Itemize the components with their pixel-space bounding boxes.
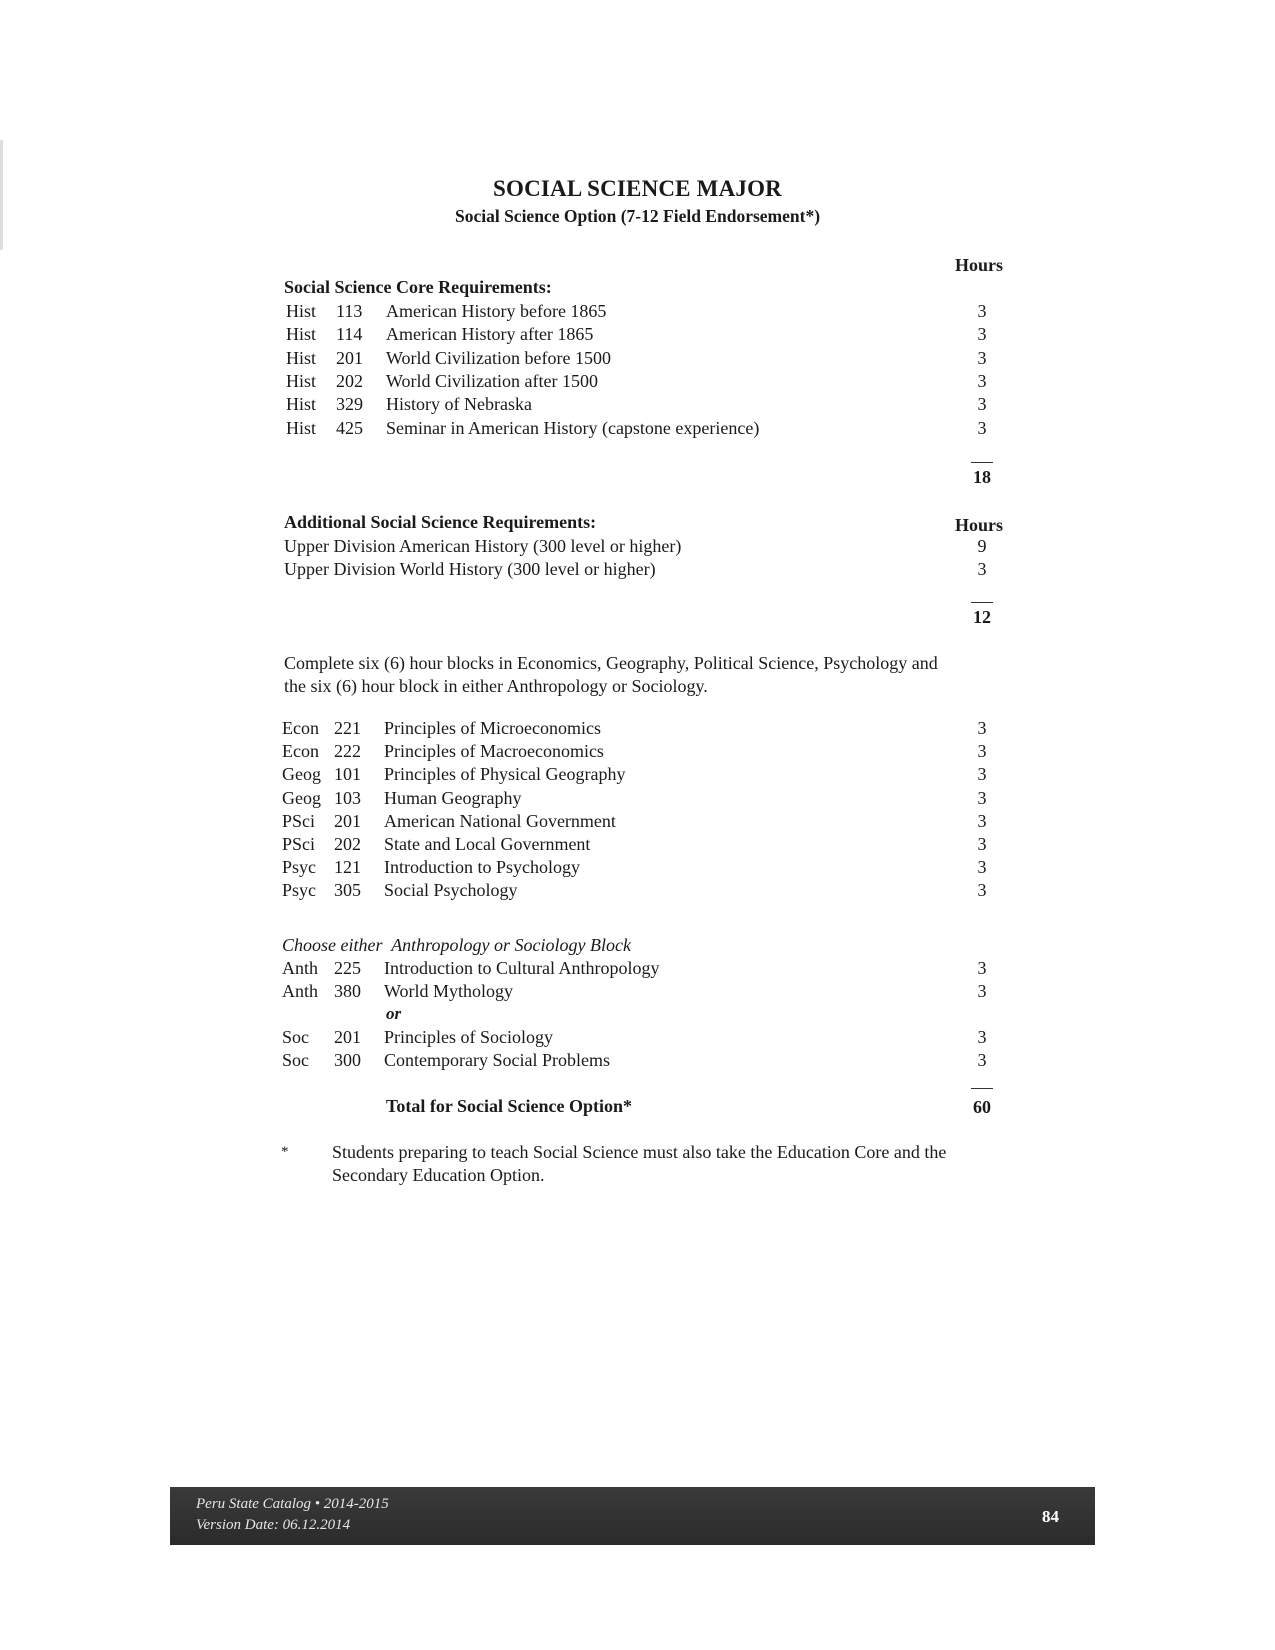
course-number: 201 — [336, 347, 363, 368]
course-row — [0, 879, 1275, 901]
course-dept: Hist — [286, 324, 317, 345]
requirement-name: Upper Division World History (300 level or higher) — [284, 559, 656, 579]
page-subtitle: Social Science Option (7-12 Field Endorsement*) — [454, 206, 821, 226]
course-number: 305 — [334, 880, 361, 901]
choose-label-b: Anthropology or Sociology Block — [391, 935, 631, 955]
course-hours: 3 — [977, 857, 987, 878]
course-row — [0, 717, 1275, 739]
course-row — [0, 763, 1275, 785]
course-name: Introduction to Cultural Anthropology — [384, 958, 660, 978]
course-number: 222 — [334, 741, 361, 762]
course-dept: Anth — [282, 981, 318, 1001]
requirement-name: Upper Division American History (300 level or higher) — [284, 536, 682, 556]
core-total: 18 — [973, 467, 991, 487]
course-hours: 3 — [977, 787, 987, 808]
choose-label-a: Choose either — [282, 935, 383, 955]
requirement-row — [0, 535, 1275, 557]
course-hours: 3 — [977, 417, 987, 438]
or-label: or — [386, 1004, 402, 1023]
course-row — [0, 1049, 1275, 1071]
footer-catalog: Peru State Catalog • 2014-2015 — [196, 1496, 389, 1512]
course-number: 103 — [334, 787, 361, 808]
additional-total: 12 — [973, 607, 991, 627]
course-name: Seminar in American History (capstone experience) — [386, 417, 760, 438]
choose-label — [282, 934, 631, 956]
course-dept: Geog — [282, 787, 321, 808]
course-dept: Econ — [282, 718, 319, 738]
course-dept: Hist — [286, 347, 317, 368]
footer-version: Version Date: 06.12.2014 — [196, 1517, 351, 1533]
course-hours: 3 — [977, 324, 987, 345]
course-dept: Hist — [286, 394, 317, 415]
course-number: 121 — [334, 857, 361, 878]
course-number: 201 — [334, 810, 361, 831]
core-heading: Social Science Core Requirements: — [284, 277, 552, 297]
additional-heading: Additional Social Science Requirements: — [284, 512, 597, 532]
course-number: 221 — [334, 718, 361, 738]
course-row — [0, 417, 1275, 439]
course-hours: 3 — [977, 981, 987, 1001]
course-name: World Civilization before 1500 — [386, 347, 611, 368]
course-name: Contemporary Social Problems — [384, 1050, 610, 1070]
course-hours: 3 — [977, 718, 987, 738]
course-hours: 3 — [977, 370, 987, 391]
course-name: Principles of Sociology — [384, 1027, 553, 1047]
course-row — [0, 347, 1275, 369]
grand-total: 60 — [973, 1097, 991, 1117]
requirement-row — [0, 558, 1275, 580]
core-hours-header: Hours — [955, 255, 1004, 275]
course-dept: PSci — [282, 810, 316, 831]
footnote-mark: * — [281, 1144, 289, 1160]
additional-hours-header: Hours — [955, 515, 1004, 535]
course-row — [0, 856, 1275, 878]
course-hours: 9 — [977, 536, 987, 556]
page-footer — [170, 1487, 1095, 1545]
course-name: State and Local Government — [384, 834, 591, 854]
course-name: Human Geography — [384, 787, 522, 808]
course-hours: 3 — [977, 301, 987, 321]
course-name: Social Psychology — [384, 880, 518, 901]
grand-total-rule — [971, 1088, 993, 1089]
course-hours: 3 — [977, 880, 987, 901]
course-name: American National Government — [384, 810, 616, 831]
course-hours: 3 — [977, 764, 987, 785]
course-dept: Geog — [282, 764, 321, 785]
course-dept: Soc — [282, 1050, 309, 1070]
course-name: American History before 1865 — [386, 301, 607, 321]
course-number: 202 — [336, 370, 363, 391]
course-hours: 3 — [977, 1050, 987, 1070]
course-number: 113 — [336, 301, 363, 321]
course-name: History of Nebraska — [386, 394, 532, 415]
additional-total-rule — [971, 602, 993, 603]
course-dept: Econ — [282, 741, 319, 762]
course-row — [0, 393, 1275, 415]
core-total-rule — [971, 462, 993, 463]
course-row — [0, 323, 1275, 345]
course-number: 329 — [336, 394, 363, 415]
course-dept: Psyc — [282, 857, 317, 878]
course-row — [0, 787, 1275, 809]
course-name: American History after 1865 — [386, 324, 594, 345]
course-name: Principles of Macroeconomics — [384, 741, 604, 762]
course-number: 300 — [334, 1050, 361, 1070]
course-dept: Psyc — [282, 880, 317, 901]
course-row — [0, 833, 1275, 855]
course-hours: 3 — [977, 741, 987, 762]
course-dept: Hist — [286, 370, 317, 391]
course-row — [0, 370, 1275, 392]
course-number: 101 — [334, 764, 361, 785]
course-dept: Hist — [286, 301, 317, 321]
course-hours: 3 — [977, 347, 987, 368]
blocks-intro: Complete six (6) hour blocks in Economics, Geography, Political Science, Psychology and the six (6) hour block in either Anthropology or Sociology. — [284, 653, 938, 696]
course-hours: 3 — [977, 958, 987, 978]
course-number: 380 — [334, 981, 361, 1001]
course-row — [0, 810, 1275, 832]
course-number: 201 — [334, 1027, 361, 1047]
course-hours: 3 — [977, 1027, 987, 1047]
page-title: SOCIAL SCIENCE MAJOR — [493, 176, 782, 201]
course-name: Principles of Physical Geography — [384, 764, 626, 785]
course-dept: Anth — [282, 958, 318, 978]
course-dept: Soc — [282, 1027, 309, 1047]
course-number: 202 — [334, 834, 361, 854]
page-number: 84 — [1042, 1507, 1059, 1526]
course-hours: 3 — [977, 834, 987, 854]
course-hours: 3 — [977, 559, 987, 579]
course-number: 225 — [334, 958, 361, 978]
course-row — [0, 957, 1275, 979]
course-hours: 3 — [977, 394, 987, 415]
course-number: 425 — [336, 417, 363, 438]
course-name: Principles of Microeconomics — [384, 718, 601, 738]
course-dept: Hist — [286, 417, 317, 438]
course-name: World Mythology — [384, 981, 514, 1001]
course-row — [0, 740, 1275, 762]
course-row — [0, 300, 1275, 322]
course-row — [0, 980, 1275, 1002]
course-name: World Civilization after 1500 — [386, 370, 599, 391]
footnote-text: Students preparing to teach Social Science must also take the Education Core and the Secondary Education Option. — [332, 1142, 947, 1185]
course-row — [0, 1026, 1275, 1048]
grand-total-label: Total for Social Science Option* — [386, 1096, 633, 1116]
course-number: 114 — [336, 324, 363, 345]
course-hours: 3 — [977, 810, 987, 831]
course-dept: PSci — [282, 834, 316, 854]
course-name: Introduction to Psychology — [384, 857, 580, 878]
